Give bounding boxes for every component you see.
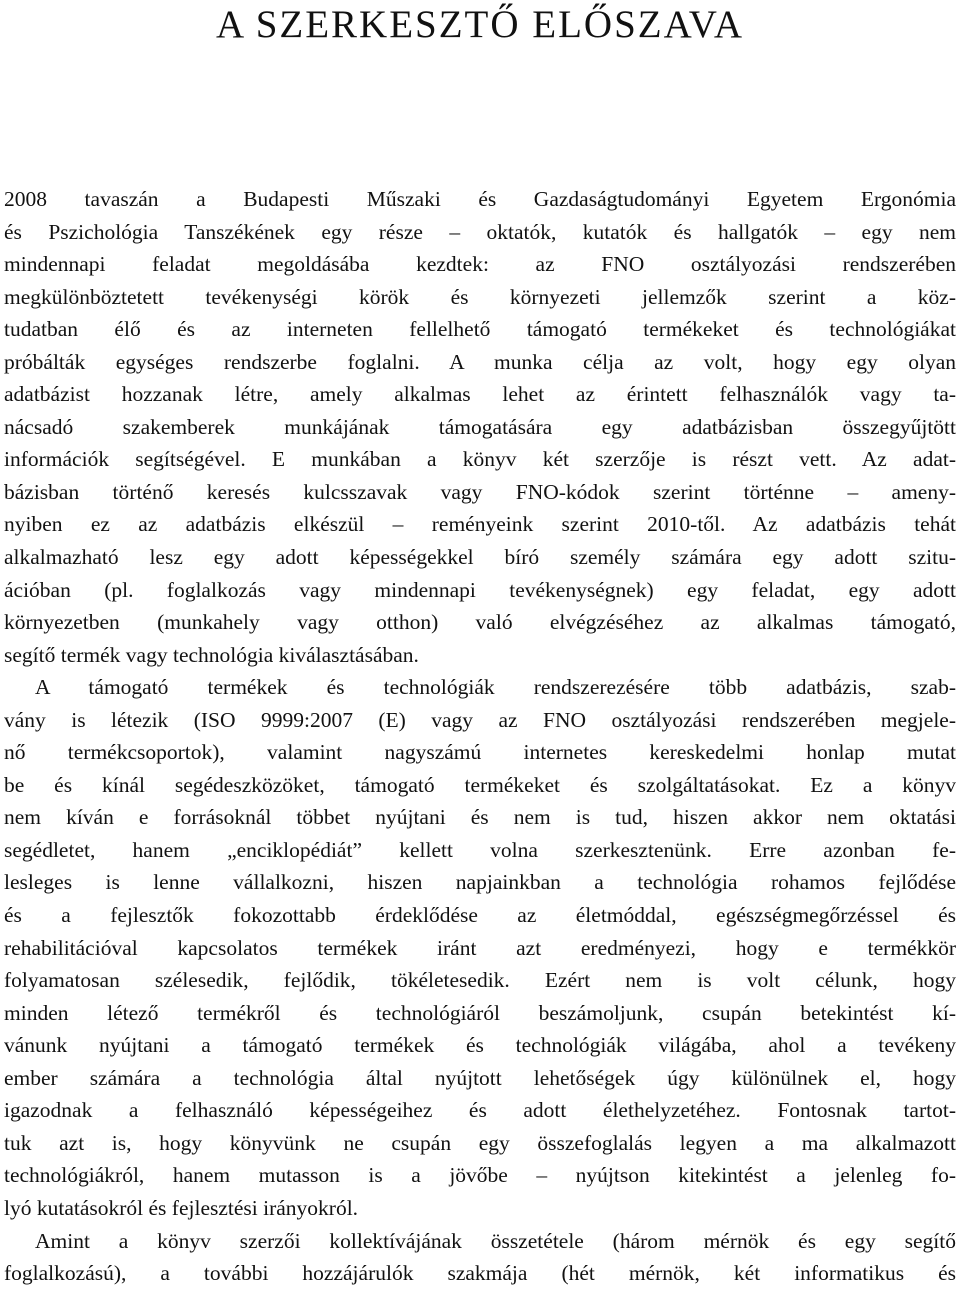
text-line: igazodnak a felhasználó képességeihez és adott élethelyzetéhez. Fontosnak tartot-	[4, 1098, 956, 1123]
text-line: tuk azt is, hogy könyvünk ne csupán egy összefoglalás legyen a ma alkalmazott	[4, 1130, 956, 1155]
text-line: folyamatosan szélesedik, fejlődik, tökéletesedik. Ezért nem is volt célunk, hogy	[4, 968, 956, 993]
text-line: technológiákról, hanem mutasson is a jövőbe – nyújtson kitekintést a jelenleg fo-	[4, 1163, 956, 1188]
text-line: adatbázist hozzanak létre, amely alkalmas lehet az érintett felhasználók vagy ta-	[4, 382, 956, 407]
text-line: Amint a könyv szerzői kollektívájának összetétele (három mérnök és egy segítő	[35, 1228, 956, 1253]
body-text	[4, 183, 956, 1290]
text-line: minden létező termékről és technológiáról beszámoljunk, csupán betekintést kí-	[4, 1000, 956, 1025]
text-line: lesleges is lenne vállalkozni, hiszen napjainkban a technológia rohamos fejlődése	[4, 870, 956, 895]
text-line: A támogató termékek és technológiák rendszerezésére több adatbázis, szab-	[35, 675, 956, 700]
text-line: megkülönböztetett tevékenységi körök és környezeti jellemzők szerint a köz-	[4, 284, 956, 309]
text-line: és a fejlesztők fokozottabb érdeklődése az életmóddal, egészségmegőrzéssel és	[4, 903, 956, 928]
text-line: alkalmazható lesz egy adott képességekkel bíró személy számára egy adott szitu-	[4, 545, 956, 570]
text-line: be és kínál segédeszközöket, támogató termékeket és szolgáltatásokat. Ez a könyv	[4, 772, 956, 797]
text-line: nő termékcsoportok), valamint nagyszámú internetes kereskedelmi honlap mutat	[4, 740, 956, 765]
text-line: ember számára a technológia által nyújtott lehetőségek úgy különülnek el, hogy	[4, 1065, 956, 1090]
text-line: mindennapi feladat megoldásába kezdtek: az FNO osztályozási rendszerében	[4, 252, 956, 277]
text-line: bázisban történő keresés kulcsszavak vagy FNO-kódok szerint történne – ameny-	[4, 479, 956, 504]
text-line: vány is létezik (ISO 9999:2007 (E) vagy az FNO osztályozási rendszerében megjele-	[4, 707, 956, 732]
text-line: nyiben ez az adatbázis elkészül – reményeink szerint 2010-től. Az adatbázis tehát	[4, 512, 956, 537]
text-line: nem kíván e forrásoknál többet nyújtani és nem is tud, hiszen akkor nem oktatási	[4, 805, 956, 830]
text-line: tudatban élő és az interneten fellelhető támogató termékeket és technológiákat	[4, 317, 956, 342]
text-line: és Pszichológia Tanszékének egy része – oktatók, kutatók és hallgatók – egy nem	[4, 219, 956, 244]
text-line: lyó kutatásokról és fejlesztési irányokról.	[4, 1195, 359, 1220]
text-line: segédletet, hanem „enciklopédiát” kellett volna szerkesztenünk. Erre azonban fe-	[4, 837, 956, 862]
text-line: próbálták egységes rendszerbe foglalni. A munka célja az volt, hogy egy olyan	[4, 349, 956, 374]
text-line: segítő termék vagy technológia kiválasztásában.	[4, 642, 419, 667]
page-title: A SZERKESZTŐ ELŐSZAVA	[215, 3, 745, 46]
text-line: nácsadó szakemberek munkájának támogatására egy adatbázisban összegyűjtött	[4, 414, 956, 439]
text-line: ációban (pl. foglalkozás vagy mindennapi tevékenységnek) egy feladat, egy adott	[4, 577, 956, 602]
text-line: foglalkozású), a további hozzájárulók szakmája (hét mérnök, két informatikus és	[4, 1261, 956, 1286]
text-line: környezetben (munkahely vagy otthon) való elvégzéséhez az alkalmas támogató,	[4, 610, 956, 635]
text-line: rehabilitációval kapcsolatos termékek iránt azt eredményezi, hogy e termékkör	[4, 935, 956, 960]
text-line: információk segítségével. E munkában a könyv két szerzője is részt vett. Az adat-	[4, 447, 956, 472]
text-line: vánunk nyújtani a támogató termékek és technológiák világába, ahol a tevékeny	[4, 1033, 956, 1058]
text-line: 2008 tavaszán a Budapesti Műszaki és Gazdaságtudományi Egyetem Ergonómia	[4, 187, 956, 211]
